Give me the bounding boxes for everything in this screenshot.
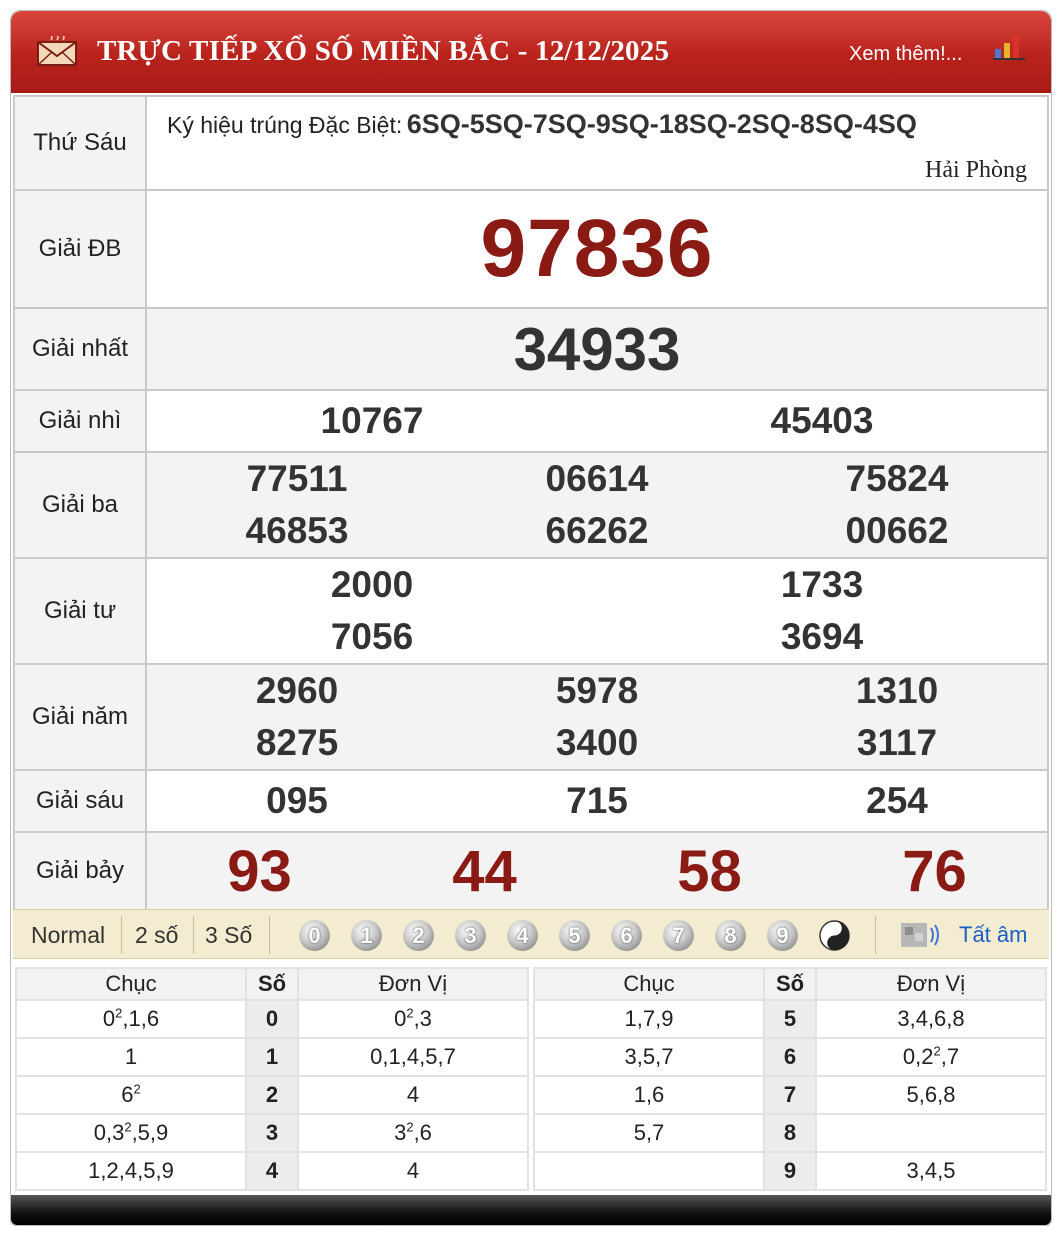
chuc-cell: 1 xyxy=(16,1038,246,1076)
chuc-cell: 1,6 xyxy=(534,1076,764,1114)
loto-row xyxy=(16,1114,528,1152)
prize-label-7: Giải bảy xyxy=(14,832,146,910)
prize-label-2: Giải nhì xyxy=(14,390,146,452)
page-title: TRỰC TIẾP XỔ SỐ MIỀN BẮC - 12/12/2025 xyxy=(97,35,670,67)
loto-table-left xyxy=(15,967,529,1191)
prize-row-db xyxy=(14,190,1048,308)
loto-row xyxy=(534,1000,1046,1038)
prize-number: 44 xyxy=(452,838,517,904)
col-header-don-vi: Đơn Vị xyxy=(298,968,528,1000)
prize-number: 66262 xyxy=(545,510,649,551)
so-cell: 3 xyxy=(246,1114,298,1152)
prize-values-5 xyxy=(146,664,1048,770)
special-symbol-line xyxy=(167,109,917,140)
prize-values-7 xyxy=(146,832,1048,910)
don-vi-cell: $0,2^2,7$ xyxy=(816,1038,1046,1076)
prize-number: 3694 xyxy=(780,616,864,657)
prize-row-5 xyxy=(14,664,1048,770)
three-digit-mode-button[interactable]: 3 Số xyxy=(205,922,253,948)
so-cell: 7 xyxy=(764,1076,816,1114)
toolbar-divider xyxy=(269,916,270,954)
prize-number: 3400 xyxy=(555,722,639,763)
prize-number: 095 xyxy=(266,780,328,821)
loto-row xyxy=(16,1076,528,1114)
prize-number: 58 xyxy=(677,838,742,904)
don-vi-cell: 3,4,5 xyxy=(816,1152,1046,1190)
prize-number: 77511 xyxy=(246,458,348,499)
prize-number: 00662 xyxy=(845,510,949,551)
info-row xyxy=(14,96,1048,190)
prize-values-1 xyxy=(146,308,1048,390)
prize-label-1: Giải nhất xyxy=(14,308,146,390)
results-table xyxy=(13,95,1049,911)
don-vi-cell: 4 xyxy=(298,1076,528,1114)
loto-row xyxy=(16,1000,528,1038)
so-cell: 8 xyxy=(764,1114,816,1152)
col-header-chuc: Chục xyxy=(16,968,246,1000)
digit-ball-9[interactable]: 9 xyxy=(767,920,798,951)
chuc-cell xyxy=(534,1152,764,1190)
prize-label-db: Giải ĐB xyxy=(14,190,146,308)
loto-header-row xyxy=(16,968,528,1000)
prize-row-3 xyxy=(14,452,1048,558)
prize-number: 254 xyxy=(866,780,928,821)
chuc-cell: $0^2,1,6$ xyxy=(16,1000,246,1038)
prize-number: 5978 xyxy=(555,670,639,711)
prize-label-4: Giải tư xyxy=(14,558,146,664)
digit-ball-0[interactable]: 0 xyxy=(299,920,330,951)
prize-values-3 xyxy=(146,452,1048,558)
prize-number: 3117 xyxy=(856,722,938,763)
so-cell: 5 xyxy=(764,1000,816,1038)
prize-number: 75824 xyxy=(845,458,949,499)
toolbar-divider xyxy=(121,916,122,954)
prize-number: 06614 xyxy=(545,458,649,499)
prize-number: 715 xyxy=(566,780,628,821)
symbol-label: Ký hiệu trúng Đặc Biệt: xyxy=(167,112,403,138)
see-more-link[interactable]: Xem thêm!... xyxy=(849,43,963,65)
prize-number: 10767 xyxy=(320,400,424,441)
day-label: Thứ Sáu xyxy=(14,96,146,190)
two-digit-mode-button[interactable]: 2 số xyxy=(135,922,179,948)
digit-ball-2[interactable]: 2 xyxy=(403,920,434,951)
don-vi-cell: 4 xyxy=(298,1152,528,1190)
symbol-cell xyxy=(146,96,1048,190)
prize-number: 1733 xyxy=(780,564,864,605)
don-vi-cell: $0^2,3$ xyxy=(298,1000,528,1038)
prize-number: 2000 xyxy=(330,564,414,605)
chuc-cell: 5,7 xyxy=(534,1114,764,1152)
loto-row xyxy=(534,1114,1046,1152)
digit-ball-7[interactable]: 7 xyxy=(663,920,694,951)
don-vi-cell: 0,1,4,5,7 xyxy=(298,1038,528,1076)
prize-row-7 xyxy=(14,832,1048,910)
chuc-cell: 1,2,4,5,9 xyxy=(16,1152,246,1190)
prize-number: 93 xyxy=(227,838,292,904)
loto-row xyxy=(16,1152,528,1190)
prize-label-5: Giải năm xyxy=(14,664,146,770)
chuc-cell: 3,5,7 xyxy=(534,1038,764,1076)
loto-row xyxy=(16,1038,528,1076)
prize-row-1 xyxy=(14,308,1048,390)
so-cell: 9 xyxy=(764,1152,816,1190)
loto-row xyxy=(534,1152,1046,1190)
prize-row-2 xyxy=(14,390,1048,452)
digit-ball-1[interactable]: 1 xyxy=(351,920,382,951)
mail-icon xyxy=(37,36,77,66)
prize-number: 46853 xyxy=(245,510,349,551)
so-cell: 2 xyxy=(246,1076,298,1114)
chuc-cell: $6^2$ xyxy=(16,1076,246,1114)
prize-number: 8275 xyxy=(255,722,339,763)
toolbar-divider xyxy=(875,916,876,954)
prize-number: 1310 xyxy=(855,670,939,711)
loto-row xyxy=(534,1038,1046,1076)
digit-ball-5[interactable]: 5 xyxy=(559,920,590,951)
speaker-icon[interactable] xyxy=(899,920,943,950)
prize-number: 76 xyxy=(902,838,967,904)
prize-values-db xyxy=(146,190,1048,308)
digit-ball-6[interactable]: 6 xyxy=(611,920,642,951)
prize-label-3: Giải ba xyxy=(14,452,146,558)
digit-ball-4[interactable]: 4 xyxy=(507,920,538,951)
prize-label-6: Giải sáu xyxy=(14,770,146,832)
so-cell: 1 xyxy=(246,1038,298,1076)
chuc-cell: $0,3^2,5,9$ xyxy=(16,1114,246,1152)
prize-number: 45403 xyxy=(770,400,874,441)
footer-bar xyxy=(11,1195,1051,1225)
digit-ball-3[interactable]: 3 xyxy=(455,920,486,951)
don-vi-cell: $3^2,6$ xyxy=(298,1114,528,1152)
col-header-don-vi: Đơn Vị xyxy=(816,968,1046,1000)
col-header-so: Số xyxy=(246,968,298,1000)
prize-row-6 xyxy=(14,770,1048,832)
loto-row xyxy=(534,1076,1046,1114)
normal-mode-button[interactable]: Normal xyxy=(31,922,106,948)
header-bar xyxy=(11,11,1051,93)
don-vi-cell xyxy=(816,1114,1046,1152)
loto-header-row xyxy=(534,968,1046,1000)
province-name: Hải Phòng xyxy=(925,157,1027,183)
don-vi-cell: 3,4,6,8 xyxy=(816,1000,1046,1038)
prize-values-6 xyxy=(146,770,1048,832)
mute-all-button[interactable]: Tất âm xyxy=(959,922,1028,947)
prize-values-2 xyxy=(146,390,1048,452)
so-cell: 6 xyxy=(764,1038,816,1076)
digit-ball-8[interactable]: 8 xyxy=(715,920,746,951)
symbol-codes: 6SQ-5SQ-7SQ-9SQ-18SQ-2SQ-8SQ-4SQ xyxy=(406,109,917,139)
prize-number: 97836 xyxy=(480,203,714,294)
col-header-so: Số xyxy=(764,968,816,1000)
so-cell: 0 xyxy=(246,1000,298,1038)
prize-row-4 xyxy=(14,558,1048,664)
toolbar-divider xyxy=(193,916,194,954)
so-cell: 4 xyxy=(246,1152,298,1190)
yin-yang-icon[interactable] xyxy=(819,920,850,951)
chuc-cell: 1,7,9 xyxy=(534,1000,764,1038)
don-vi-cell: 5,6,8 xyxy=(816,1076,1046,1114)
bar-chart-icon[interactable] xyxy=(991,29,1029,63)
loto-table-right xyxy=(533,967,1047,1191)
prize-number: 7056 xyxy=(330,616,414,657)
prize-number: 2960 xyxy=(255,670,339,711)
lottery-results-widget xyxy=(10,10,1052,1226)
col-header-chuc: Chục xyxy=(534,968,764,1000)
view-toolbar xyxy=(13,909,1049,959)
prize-number: 34933 xyxy=(513,315,681,383)
prize-values-4 xyxy=(146,558,1048,664)
